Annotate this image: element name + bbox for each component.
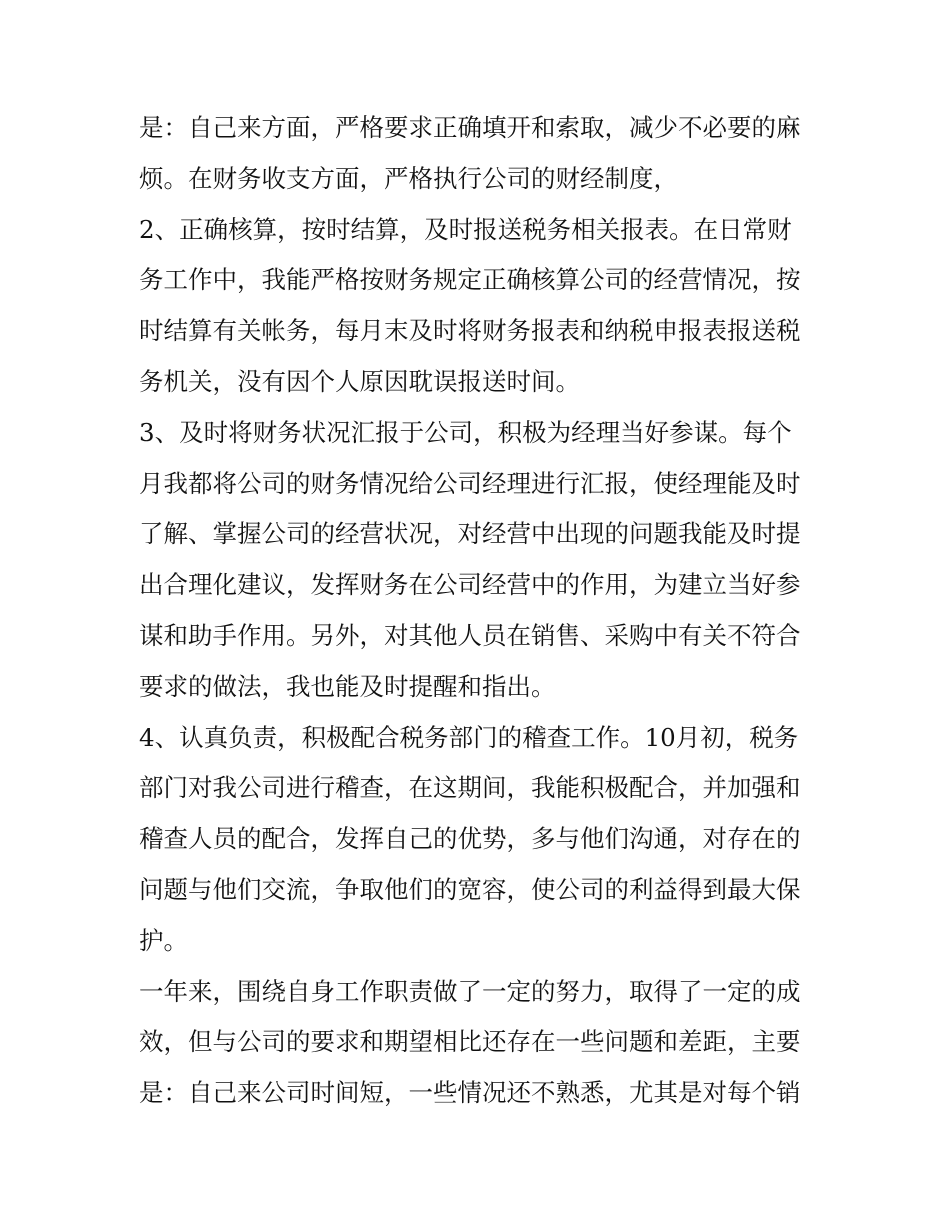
text-line: 稽查人员的配合，发挥自己的优势，多与他们沟通，对存在的 <box>139 824 801 854</box>
text-line: 3、及时将财务状况汇报于公司，积极为经理当好参谋。每个 <box>139 417 792 447</box>
text-line: 务工作中，我能严格按财务规定正确核算公司的经营情况，按 <box>139 265 801 295</box>
text-line: 4、认真负责，积极配合税务部门的稽查工作。10月初，税务 <box>139 722 799 752</box>
text-line: 要求的做法，我也能及时提醒和指出。 <box>139 671 556 701</box>
document-body <box>139 103 819 1119</box>
text-line: 问题与他们交流，争取他们的宽容，使公司的利益得到最大保 <box>139 874 801 904</box>
text-line: 务机关，没有因个人原因耽误报送时间。 <box>139 366 580 396</box>
text-line: 烦。在财务收支方面，严格执行公司的财经制度， <box>139 163 678 193</box>
text-line: 是：自己来公司时间短，一些情况还不熟悉，尤其是对每个销 <box>139 1078 801 1108</box>
text-line: 了解、掌握公司的经营状况，对经营中出现的问题我能及时提 <box>139 519 801 549</box>
text-line: 是：自己来方面，严格要求正确填开和索取，减少不必要的麻 <box>139 113 801 142</box>
text-line: 部门对我公司进行稽查，在这期间，我能积极配合，并加强和 <box>139 773 801 803</box>
text-line: 时结算有关帐务，每月末及时将财务报表和纳税申报表报送税 <box>139 316 801 346</box>
text-line: 效，但与公司的要求和期望相比还存在一些问题和差距，主要 <box>139 1027 801 1057</box>
text-line: 2、正确核算，按时结算，及时报送税务相关报表。在日常财 <box>139 214 792 244</box>
text-line: 护。 <box>139 925 188 955</box>
text-line: 月我都将公司的财务情况给公司经理进行汇报，使经理能及时 <box>139 468 801 498</box>
text-line: 谋和助手作用。另外，对其他人员在销售、采购中有关不符合 <box>139 620 801 650</box>
text-line: 一年来，围绕自身工作职责做了一定的努力，取得了一定的成 <box>139 976 801 1006</box>
text-line: 出合理化建议，发挥财务在公司经营中的作用，为建立当好参 <box>139 570 801 600</box>
